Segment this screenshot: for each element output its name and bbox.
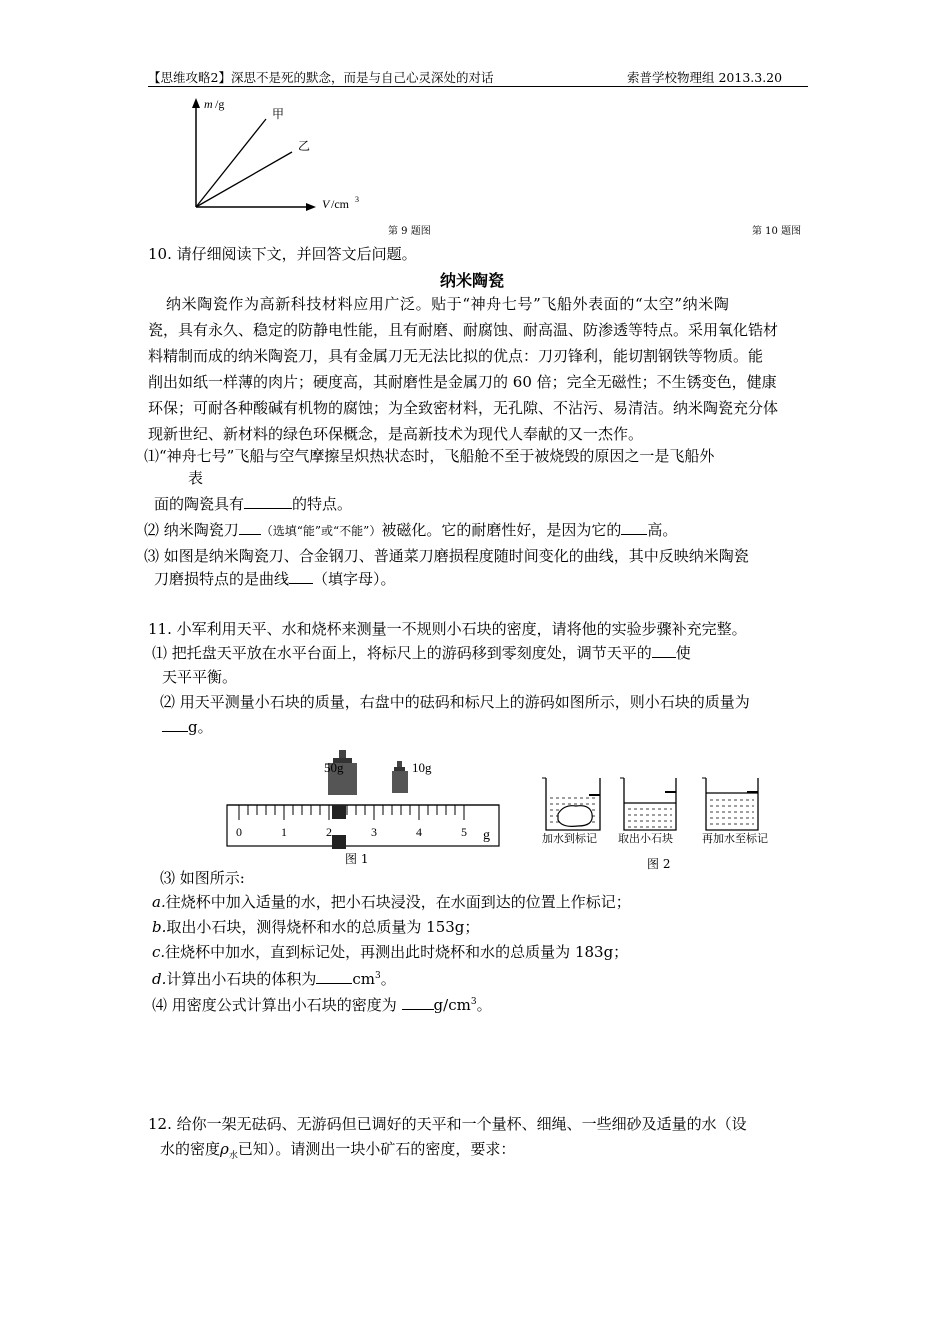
rider-top — [332, 805, 346, 819]
q11-step2-answer: g。 — [162, 715, 213, 739]
fig1-weight1-label: 50g — [324, 760, 344, 775]
beaker-2 — [620, 778, 676, 830]
q10-article-title: 纳米陶瓷 — [440, 271, 505, 290]
q10-part3-line2: 刀磨损特点的是曲线 （填字母）。 — [154, 570, 396, 588]
beaker-1 — [542, 778, 600, 830]
q11-step3b: b.取出小石块，测得烧杯和水的总质量为 153g； — [152, 918, 480, 936]
q11-step2: ⑵ 用天平测量小石块的质量，右盘中的砝码和标尺上的游码如图所示，则小石块的质量为 — [160, 693, 750, 711]
scale-ruler — [227, 805, 499, 846]
beaker-3 — [702, 778, 758, 830]
fig9-ylabel-unit: /g — [215, 97, 225, 111]
q10-part1-line3: 面的陶瓷具有 的特点。 — [154, 495, 353, 513]
q12-line2: 水的密度$\rho_水$已知）。请测出一块小矿石的密度，要求： — [160, 1140, 516, 1161]
fig2-beakers — [538, 770, 788, 850]
q10-passage-line: 环保；可耐各种酸碱有机物的腐蚀；为全致密材料，无孔隙、不沾污、易清洁。纳米陶瓷充分体 — [148, 399, 779, 417]
q11-step3c: c.往烧杯中加水，直到标记处，再测出此时烧杯和水的总质量为 183g； — [152, 943, 629, 961]
fig1-caption: 图 1 — [345, 852, 369, 866]
fig9-ylabel-var: m — [204, 97, 213, 111]
fig9-line-yi — [196, 152, 292, 207]
scale-tick-label: 1 — [281, 825, 287, 839]
fig9-caption: 第 9 题图 — [388, 226, 431, 237]
q11-stem: 11. 小军利用天平、水和烧杯来测量一不规则小石块的密度，请将他的实验步骤补充完整。 — [148, 620, 747, 638]
scale-tick-label: 0 — [236, 825, 242, 839]
answer-blank[interactable] — [402, 995, 434, 1010]
q11-step3: ⑶ 如图所示: — [160, 869, 245, 887]
page-header-left: 【思维攻略2】深思不是死的默念，而是与自己心灵深处的对话 — [148, 70, 494, 85]
q10-part2: ⑵ 纳米陶瓷刀 （选填“能”或“不能”）被磁化。它的耐磨性好，是因为它的 高。 — [144, 521, 678, 539]
fig1-weight2-label: 10g — [412, 760, 432, 775]
answer-blank[interactable] — [239, 520, 261, 535]
fig1-unit: g — [483, 828, 490, 843]
fig9-line-jia — [196, 119, 266, 207]
q12-line1: 12. 给你一架无砝码、无游码但已调好的天平和一个量杯、细绳、一些细砂及适量的水（设 — [148, 1115, 747, 1133]
page-header-right: 索普学校物理组 2013.3.20 — [627, 70, 783, 85]
q10-part1-line2: 表 — [188, 469, 204, 487]
q10-passage-line: 料精制而成的纳米陶瓷刀，具有金属刀无无法比拟的优点：刀刃锋利，能切割钢铁等物质。能 — [148, 347, 764, 365]
fig9-label-jia: 甲 — [272, 107, 285, 121]
answer-blank[interactable] — [244, 494, 292, 509]
weight-10g — [392, 771, 408, 793]
scale-tick-label: 4 — [416, 825, 422, 839]
header-rule — [148, 86, 808, 87]
fig9-graph — [180, 92, 380, 222]
fig2-label-3: 再加水至标记 — [702, 833, 768, 845]
q10-passage-line: 削出如纸一样薄的肉片；硬度高，其耐磨性是金属刀的 60 倍；完全无磁性；不生锈变色，健康 — [148, 373, 777, 391]
q10-passage-line: 纳米陶瓷作为高新科技材料应用广泛。贴于“神舟七号”飞船外表面的“太空”纳米陶 — [166, 295, 730, 313]
scale-tick-label: 5 — [461, 825, 467, 839]
q10-stem: 10. 请仔细阅读下文，并回答文后问题。 — [148, 245, 417, 263]
fig2-label-1: 加水到标记 — [542, 833, 597, 845]
q10-part1-line1: ⑴“神舟七号”飞船与空气摩擦呈炽热状态时，飞船舱不至于被烧毁的原因之一是飞船外 — [144, 447, 715, 465]
fig2-label-2: 取出小石块 — [618, 833, 673, 845]
rider-bottom — [332, 835, 346, 849]
q10-part3-line1: ⑶ 如图是纳米陶瓷刀、合金钢刀、普通菜刀磨损程度随时间变化的曲线，其中反映纳米陶瓷 — [144, 547, 749, 565]
stone — [558, 806, 592, 827]
answer-blank[interactable] — [621, 520, 647, 535]
q11-step4: ⑷ 用密度公式计算出小石块的密度为 $g/cm^3$。 — [152, 996, 492, 1014]
q11-step1: ⑴ 把托盘天平放在水平台面上，将标尺上的游码移到零刻度处，调节天平的 使 — [152, 644, 691, 662]
answer-blank[interactable] — [652, 643, 676, 658]
scale-tick-label: 3 — [371, 825, 377, 839]
q10-passage-line: 现新世纪、新材料的绿色环保概念，是高新技术为现代人奉献的又一杰作。 — [148, 425, 644, 443]
fig9-xlabel-var: V — [322, 197, 330, 211]
q11-step3d: d.计算出小石块的体积为 $cm^3$。 — [152, 970, 396, 988]
q11-step1-cont: 天平平衡。 — [162, 668, 238, 686]
q11-step3a: a.往烧杯中加入适量的水，把小石块浸没，在水面到达的位置上作标记； — [152, 893, 631, 911]
answer-blank[interactable] — [162, 717, 188, 732]
fig9-xlabel-unit: /cm — [331, 197, 349, 211]
answer-blank[interactable] — [316, 969, 352, 984]
fig10-caption: 第 10 题图 — [752, 226, 802, 237]
q10-passage-line: 瓷，具有永久、稳定的防静电性能，且有耐磨、耐腐蚀、耐高温、防渗透等特点。采用氧化锆材 — [148, 321, 779, 339]
fig9-label-yi: 乙 — [298, 139, 311, 153]
answer-blank[interactable] — [289, 569, 313, 584]
scale-tick-label: 2 — [326, 825, 332, 839]
fig2-caption: 图 2 — [647, 857, 671, 871]
fig9-xlabel-sup: 3 — [355, 195, 359, 204]
